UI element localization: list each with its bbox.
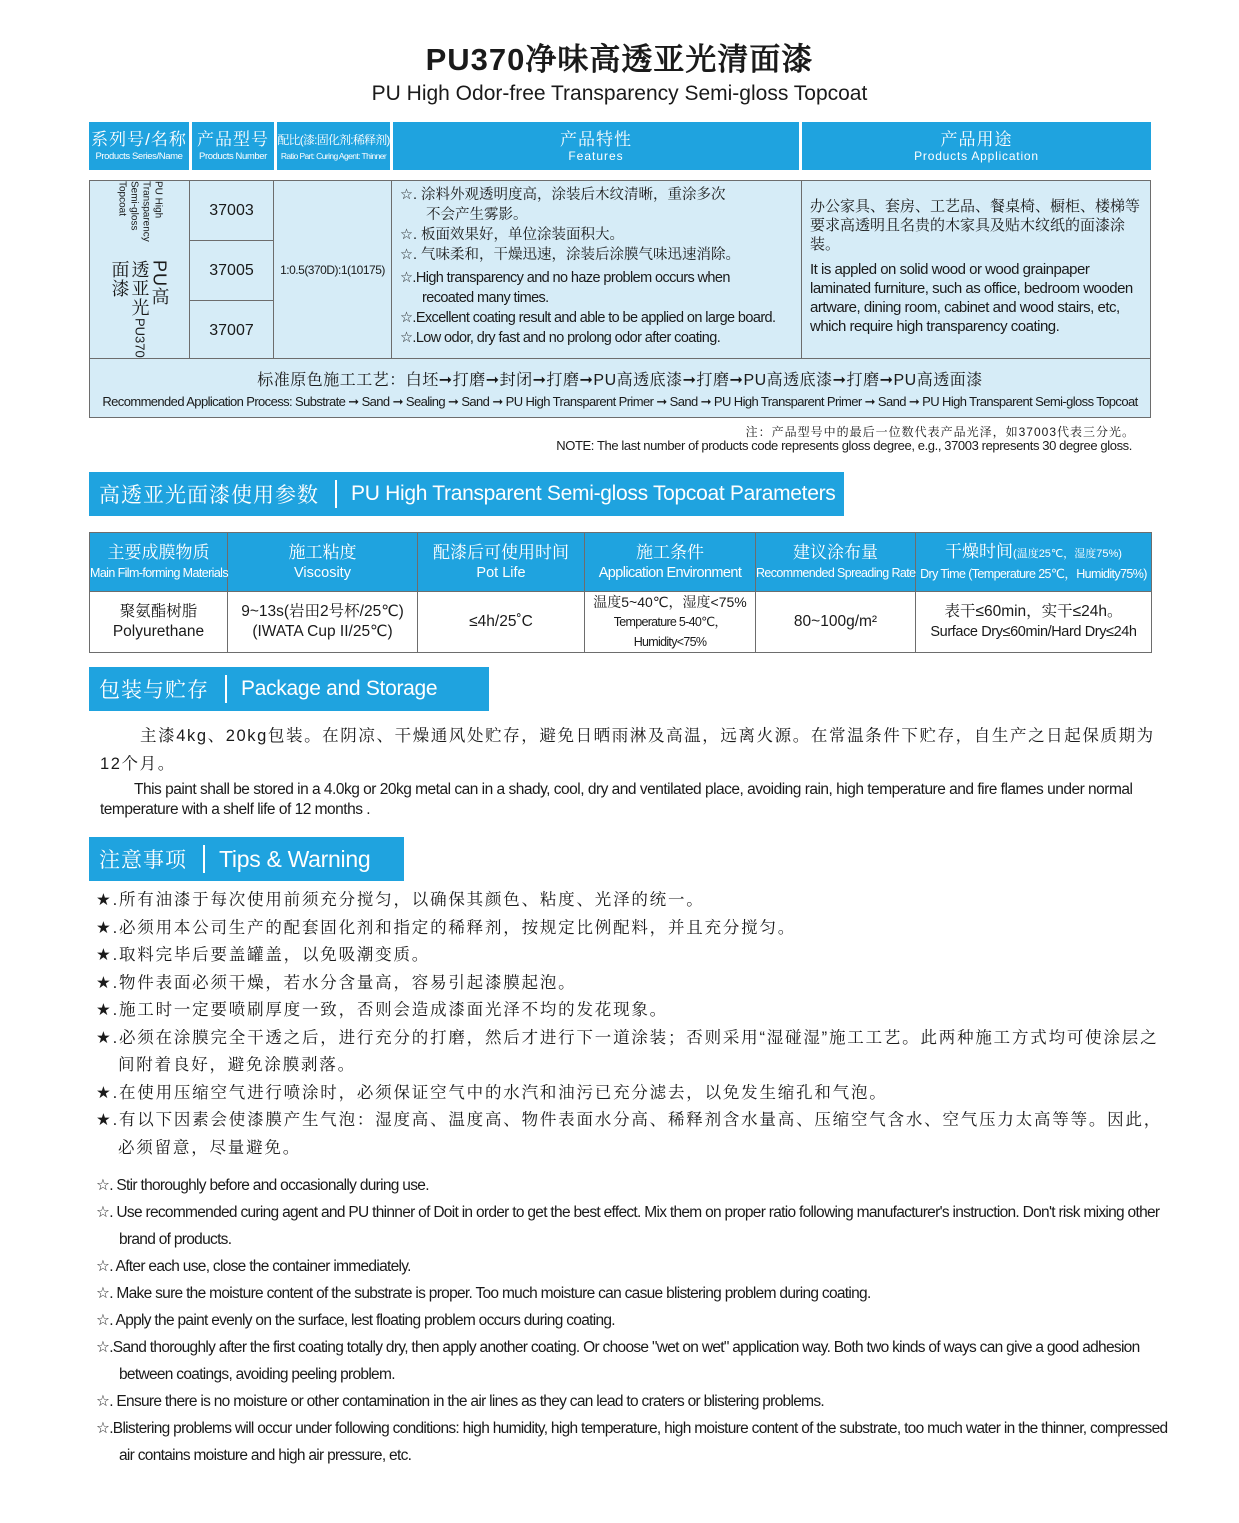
param-material: 聚氨酯树脂 Polyurethane (90, 592, 228, 653)
list-item: ★.必须在涂膜完全干透之后，进行充分的打磨，然后才进行下一道涂装；否则采用“湿碰湿”施工工艺。此两种施工方式均可使涂层之间附着良好，避免涂膜剥落。 (96, 1028, 1159, 1074)
feature-cn: 不会产生雾影。 (426, 207, 528, 223)
params-title-cn: 高透亚光面漆使用参数 (99, 484, 319, 507)
page-title: PU370净味高透亚光清面漆 (425, 42, 814, 77)
features-cell (392, 181, 802, 358)
application-cn: 办公家具、套房、工艺品、餐桌椅、橱柜、楼梯等要求高透明且名贵的木家具及贴木纹纸的面漆涂装。 (810, 198, 1141, 253)
params-banner (89, 472, 844, 516)
process-en: Recommended Application Process: Substrate ➞ Sand ➞ Sealing ➞ Sand ➞ PU High Transparent Primer ➞ Sand ➞ PU High Transparent Primer ➞ Sand ➞ PU High Transparent Semi-gloss Topcoat (102, 394, 1138, 409)
mix-ratio: 1:0.5(370D):1(10175) (274, 181, 392, 358)
feature-en: ☆.Low odor, dry fast and no prolong odor after coating. (400, 330, 721, 346)
storage-text-cn: 主漆4kg、20kg包装。在阴凉、干燥通风处贮存，避免日晒雨淋及高温，远离火源。在常温条件下贮存，自生产之日起保质期为12个月。 (100, 727, 1155, 773)
feature-cn: ☆. 板面效果好，单位涂装面积大。 (400, 227, 625, 243)
param-header: 施工粘度 Viscosity (228, 533, 418, 592)
feature-en: ☆.High transparency and no haze problem occurs when (400, 270, 730, 286)
param-header: 建议涂布量 Recommended Spreading Rate (756, 533, 916, 592)
param-header: 主要成膜物质 Main Film-forming Materials (90, 533, 228, 592)
header-series: 系列号/名称 Products Series/Name (89, 122, 189, 170)
list-item: ★.在使用压缩空气进行喷涂时，必须保证空气中的水汽和油污已充分滤去，以免发生缩孔和气泡。 (96, 1083, 888, 1102)
process-row (90, 358, 1150, 417)
list-item: ☆. Use recommended curing agent and PU thinner of Doit in order to get the best effect. Mix them on proper ratio following manufacturer's instruction. Don't risk mixing other brand of products. (96, 1204, 1160, 1248)
banner-divider (335, 480, 337, 508)
list-item: ☆.Sand thoroughly after the first coating totally dry, then apply another coating. Or choose "wet on wet" application way. Both two kinds of ways can give a good adhesion between coatings, avoiding peeling problem. (96, 1339, 1140, 1383)
list-item: ★.所有油漆于每次使用前须充分搅匀，以确保其颜色、粘度、光泽的统一。 (96, 891, 705, 909)
series-cell (90, 181, 190, 358)
tips-list-cn (96, 887, 1176, 1162)
param-header: 施工条件 Application Environment (585, 533, 756, 592)
feature-en: ☆.Excellent coating result and able to be applied on large board. (400, 310, 776, 326)
params-header-row (90, 533, 1152, 592)
note-en: NOTE: The last number of products code represents gloss degree, e.g., 37003 represents 30 degree gloss. (556, 438, 1132, 453)
param-dry-time: 表干≤60min，实干≤24h。 Surface Dry≤60min/Hard Dry≤24h (916, 592, 1152, 653)
product-number: 37005 (190, 241, 273, 301)
series-model: PU370 (132, 318, 148, 358)
param-header: 配漆后可使用时间 Pot Life (418, 533, 585, 592)
params-value-row (90, 592, 1152, 653)
param-viscosity: 9~13s(岩田2号杯/25℃) (IWATA Cup II/25℃) (228, 592, 418, 653)
header-application: 产品用途 Products Application (802, 122, 1151, 170)
list-item: ☆.Blistering problems will occur under following conditions: high humidity, high temperature, high moisture content of the substrate, too much water in the thinner, compressed air contains moisture and high air pressure, etc. (96, 1420, 1168, 1464)
application-en: It is appled on solid wood or wood grainpaper laminated furniture, such as office, bedroom wooden artware, dining room, cabinet and wood stairs, etc, which require high transparency coating. (810, 261, 1133, 335)
list-item: ★.有以下因素会使漆膜产生气泡：湿度高、温度高、物件表面水分高、稀释剂含水量高、压缩空气含水、空气压力太高等等。因此，必须留意，尽量避免。 (96, 1111, 1163, 1157)
product-number: 37007 (209, 322, 254, 339)
package-banner (89, 667, 489, 711)
list-item: ☆. Stir thoroughly before and occasionally during use. (96, 1177, 429, 1194)
process-cn: 标准原色施工工艺：白坯➞打磨➞封闭➞打磨➞PU高透底漆➞打磨➞PU高透底漆➞打磨➞PU高透面漆 (257, 372, 983, 389)
header-ratio: 配比(漆:固化剂:稀释剂) Ratio Part: Curing Agent: Thinner (277, 122, 390, 170)
tips-title-en: Tips & Warning (219, 845, 371, 872)
param-pot-life: ≤4h/25˚C (418, 592, 585, 653)
application-cell (802, 181, 1150, 358)
storage-text-en: This paint shall be stored in a 4.0kg or 20kg metal can in a shady, cool, dry and ventilated place, avoiding rain, high temperature and fire flames under normal temperature with a shelf life of 12 months . (100, 781, 1133, 818)
banner-divider (203, 845, 205, 873)
list-item: ☆. Apply the paint evenly on the surface, lest floating problem occurs during coating. (96, 1312, 615, 1329)
header-features: 产品特性 Features (393, 122, 799, 170)
package-title-cn: 包装与贮存 (99, 679, 209, 702)
list-item: ★.施工时一定要喷刷厚度一致，否则会造成漆面光泽不均的发花现象。 (96, 1001, 668, 1019)
params-title-en: PU High Transparent Semi-gloss Topcoat Parameters (351, 482, 836, 505)
list-item: ★.物件表面必须干燥，若水分含量高，容易引起漆膜起泡。 (96, 973, 577, 992)
product-table-body (89, 180, 1151, 418)
header-number: 产品型号 Products Number (192, 122, 274, 170)
series-name-cn: PU高透亚光面漆 (109, 259, 170, 317)
param-environment: 温度5~40℃，湿度<75% Temperature 5-40℃，Humidity<75% (585, 592, 756, 653)
list-item: ☆. Ensure there is no moisture or other contamination in the air lines as they can lead to craters or blistering problems. (96, 1393, 825, 1410)
list-item: ☆. After each use, close the container immediately. (96, 1258, 411, 1275)
note-cn: 注：产品型号中的最后一位数代表产品光泽，如37003代表三分光。 (745, 425, 1135, 439)
product-table-header (89, 122, 1151, 170)
param-spreading: 80~100g/m² (756, 592, 916, 653)
list-item: ★.必须用本公司生产的配套固化剂和指定的稀释剂，按规定比例配料，并且充分搅匀。 (96, 918, 797, 937)
product-table (89, 122, 1151, 409)
page-subtitle: PU High Odor-free Transparency Semi-gloss Topcoat (371, 82, 868, 105)
list-item: ☆. Make sure the moisture content of the substrate is proper. Too much moisture can casue blistering problem during coating. (96, 1285, 871, 1302)
tips-list-en (96, 1172, 1176, 1469)
package-title-en: Package and Storage (241, 677, 438, 700)
param-header: 干燥时间(温度25℃，湿度75%) Dry Time (Temperature 25℃，Humidity75%) (916, 533, 1152, 592)
product-numbers (190, 181, 274, 358)
params-table (89, 532, 1152, 653)
tips-title-cn: 注意事项 (99, 849, 187, 872)
banner-divider (225, 675, 227, 703)
feature-en: recoated many times. (422, 290, 549, 306)
feature-cn: ☆. 涂料外观透明度高，涂装后木纹清晰，重涂多次 (400, 187, 726, 203)
tips-banner (89, 837, 404, 881)
series-name-en: PU High Transparency Semi-gloss Topcoat (116, 181, 164, 242)
product-number: 37003 (190, 181, 273, 241)
list-item: ★.取料完毕后要盖罐盖，以免吸潮变质。 (96, 946, 431, 964)
feature-cn: ☆. 气味柔和，干燥迅速，涂装后涂膜气味迅速消除。 (400, 247, 741, 263)
